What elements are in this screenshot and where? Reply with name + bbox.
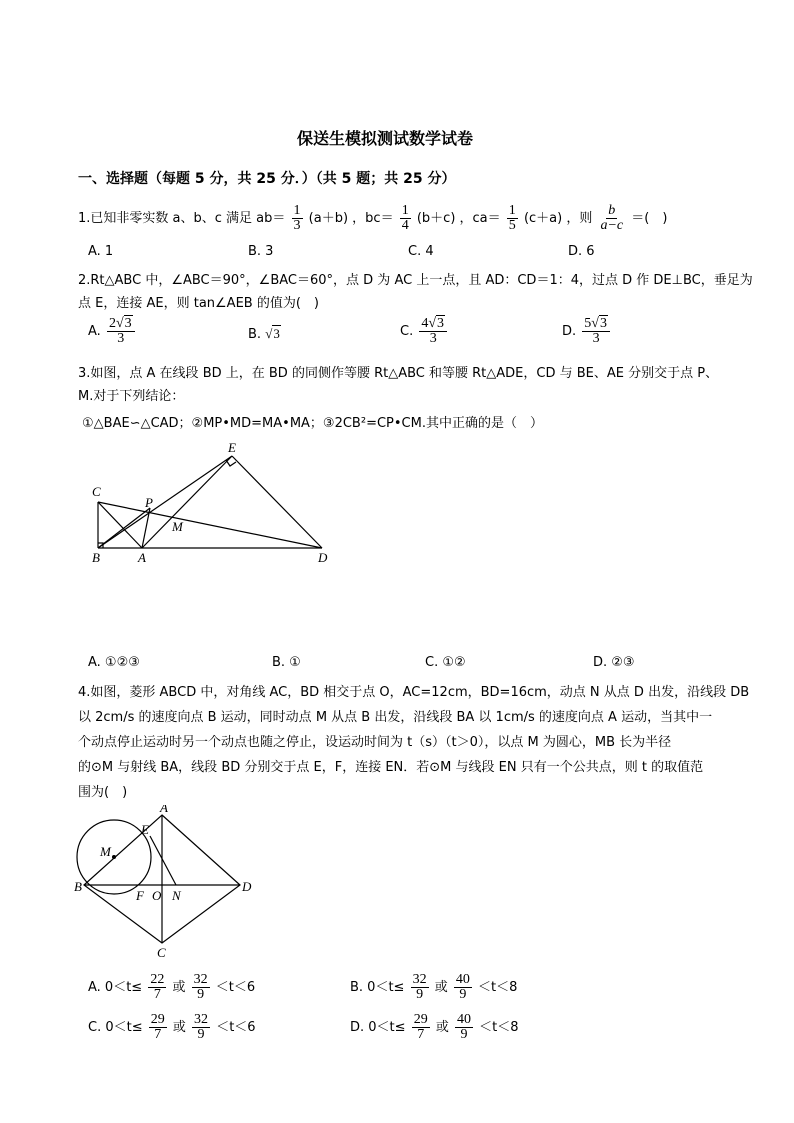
question-1: 1.已知非零实数 a、b、c 满足 ab＝ $\frac{1}{3}$ (a＋b) ，bc＝ $\frac{1}{4}$ (b＋c) ，ca＝ $\frac{1}{5}$ (c＋a) ，则 $\frac{b}{a-c}$ ＝( ) <box>78 203 668 233</box>
question-4-line1: 4.如图，菱形 ABCD 中，对角线 AC，BD 相交于点 O，AC=12cm，BD=16cm，动点 N 从点 D 出发，沿线段 DB <box>78 685 750 700</box>
label-d: D <box>242 879 252 894</box>
fraction: $\frac{1}{4}$ <box>401 203 409 233</box>
q2-option-c[interactable]: C. $\frac{4√3}{3}$ <box>400 317 449 346</box>
label-c: C <box>92 484 101 499</box>
q1-option-a[interactable]: A. 1 <box>88 244 114 259</box>
label-b: B <box>92 550 100 565</box>
label-e: E <box>141 822 149 837</box>
q4-figure <box>70 805 270 960</box>
q2-option-a[interactable]: A. $\frac{2√3}{3}$ <box>88 317 137 346</box>
question-4-line4: 的⊙M 与射线 BA，线段 BD 分别交于点 E，F，连接 EN．若⊙M 与线段 EN 只有一个公共点，则 t 的取值范 <box>78 760 704 775</box>
section-heading: 一、选择题（每题 5 分，共 25 分．）（共 5 题；共 25 分） <box>78 171 456 187</box>
label-m: M <box>172 519 183 534</box>
question-4-line3: 个动点停止运动时另一个动点也随之停止，设运动时间为 t（s）（t＞0），以点 M 为圆心，MB 长为半径 <box>78 735 672 750</box>
question-2-line2: 点 E，连接 AE，则 tan∠AEB 的值为( ) <box>78 296 319 311</box>
fraction: $\frac{1}{5}$ <box>508 203 516 233</box>
label-n: N <box>172 888 181 903</box>
q1-option-b[interactable]: B. 3 <box>248 244 274 259</box>
q1-option-d[interactable]: D. 6 <box>568 244 595 259</box>
fraction: $\frac{1}{3}$ <box>293 203 301 233</box>
question-4-line2: 以 2cm/s 的速度向点 B 运动，同时动点 M 从点 B 出发，沿线段 BA 以 1cm/s 的速度向点 A 运动，当其中一 <box>78 710 713 725</box>
center-point <box>112 855 116 859</box>
q4-option-a[interactable]: A. 0＜t≤ $\frac{22}{7}$ 或 $\frac{32}{9}$ ＜t＜6 <box>88 972 256 1002</box>
label-a: A <box>160 805 168 815</box>
q4-option-b[interactable]: B. 0＜t≤ $\frac{32}{9}$ 或 $\frac{40}{9}$ ＜t＜8 <box>350 972 518 1002</box>
q3-option-a[interactable]: A. ①②③ <box>88 655 140 670</box>
label-p: P <box>145 495 153 510</box>
q4-option-d[interactable]: D. 0＜t≤ $\frac{29}{7}$ 或 $\frac{40}{9}$ ＜t＜8 <box>350 1012 519 1042</box>
label-e: E <box>228 440 236 455</box>
q2-option-d[interactable]: D. $\frac{5√3}{3}$ <box>562 317 612 346</box>
question-2-line1: 2.Rt△ABC 中，∠ABC＝90°，∠BAC＝60°，点 D 为 AC 上一点，且 AD：CD＝1：4，过点 D 作 DE⊥BC，垂足为 <box>78 273 753 288</box>
q3-figure <box>80 440 340 570</box>
label-d: D <box>318 550 328 565</box>
label-c: C <box>157 945 166 960</box>
label-b: B <box>74 879 82 894</box>
question-3-line2: M.对于下列结论： <box>78 389 185 404</box>
fraction: $\frac{b}{a-c}$ <box>600 203 624 233</box>
q4-option-c[interactable]: C. 0＜t≤ $\frac{29}{7}$ 或 $\frac{32}{9}$ ＜t＜6 <box>88 1012 256 1042</box>
question-3-line3: ①△BAE∽△CAD；②MP•MD=MA•MA；③2CB²=CP•CM.其中正确的是（ ） <box>82 416 543 431</box>
q3-option-b[interactable]: B. ① <box>272 655 301 670</box>
q1-option-c[interactable]: C. 4 <box>408 244 434 259</box>
question-3-line1: 3.如图，点 A 在线段 BD 上，在 BD 的同侧作等腰 Rt△ABC 和等腰 Rt△ADE，CD 与 BE、AE 分别交于点 P、 <box>78 366 719 381</box>
q2-option-b[interactable]: B. √3 <box>248 326 280 342</box>
q3-option-c[interactable]: C. ①② <box>425 655 466 670</box>
page-title: 保送生模拟测试数学试卷 <box>297 129 474 148</box>
label-o: O <box>152 888 162 903</box>
q3-option-d[interactable]: D. ②③ <box>593 655 635 670</box>
question-4-line5: 围为( ) <box>78 785 128 800</box>
label-f: F <box>136 888 144 903</box>
label-a: A <box>138 550 146 565</box>
label-m: M <box>100 844 111 859</box>
